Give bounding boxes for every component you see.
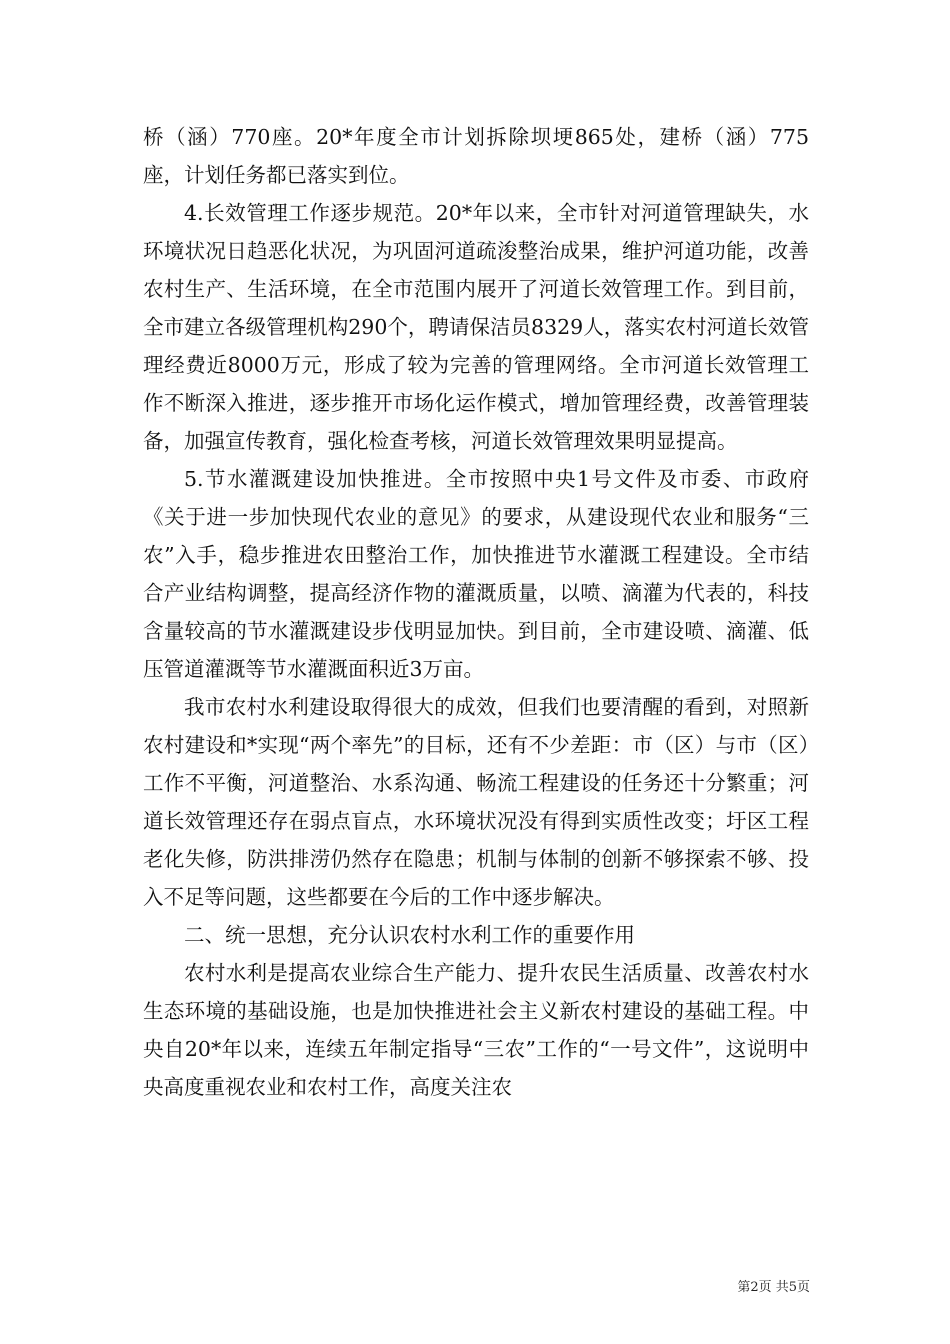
paragraph-rural-water-importance: 农村水利是提高农业综合生产能力、提升农民生活质量、改善农村水生态环境的基础设施，也是加快推进社会主义新农村建设的基础工程。中央自20*年以来，连续五年制定指导“三农”工作的“一号文件”，这说明中央高度重视农业和农村工作，高度关注农 [143,961,809,1099]
section-heading: 二、统一思想，充分认识农村水利工作的重要作用 [184,923,635,947]
page-number: 第2页 共5页 [737,1280,810,1295]
paragraph-gaps-and-problems: 我市农村水利建设取得很大的成效，但我们也要清醒的看到，对照新农村建设和*实现“两个率先”的目标，还有不少差距：市（区）与市（区）工作不平衡，河道整治、水系沟通、畅流工程建设的任务还十分繁重；河道长效管理还存在弱点盲点，水环境状况没有得到实质性改变；圩区工程老化失修，防洪排涝仍然存在隐患；机制与体制的创新不够探索不够、投入不足等问题，这些都要在今后的工作中逐步解决。 [143,695,809,909]
paragraph-long-term-management: 4.长效管理工作逐步规范。20*年以来，全市针对河道管理缺失，水环境状况日趋恶化状况，为巩固河道疏浚整治成果，维护河道功能，改善农村生产、生活环境，在全市范围内展开了河道长效管理工作。到目前，全市建立各级管理机构290个，聘请保洁员8329人，落实农村河道长效管理经费近8000万元，形成了较为完善的管理网络。全市河道长效管理工作不断深入推进，逐步推开市场化运作模式，增加管理经费，改善管理装备，加强宣传教育，强化检查考核，河道长效管理效果明显提高。 [143,201,809,453]
paragraph-water-saving-irrigation: 5.节水灌溉建设加快推进。全市按照中央1号文件及市委、市政府《关于进一步加快现代农业的意见》的要求，从建设现代农业和服务“三农”入手，稳步推进农田整治工作，加快推进节水灌溉工程建设。全市结合产业结构调整，提高经济作物的灌溉质量，以喷、滴灌为代表的，科技含量较高的节水灌溉建设步伐明显加快。到目前，全市建设喷、滴灌、低压管道灌溉等节水灌溉面积近3万亩。 [143,467,809,681]
paragraph-continuation: 桥（涵）770座。20*年度全市计划拆除坝埂865处，建桥（涵）775座，计划任务都已落实到位。 [143,125,809,187]
document-body [143,118,809,1106]
